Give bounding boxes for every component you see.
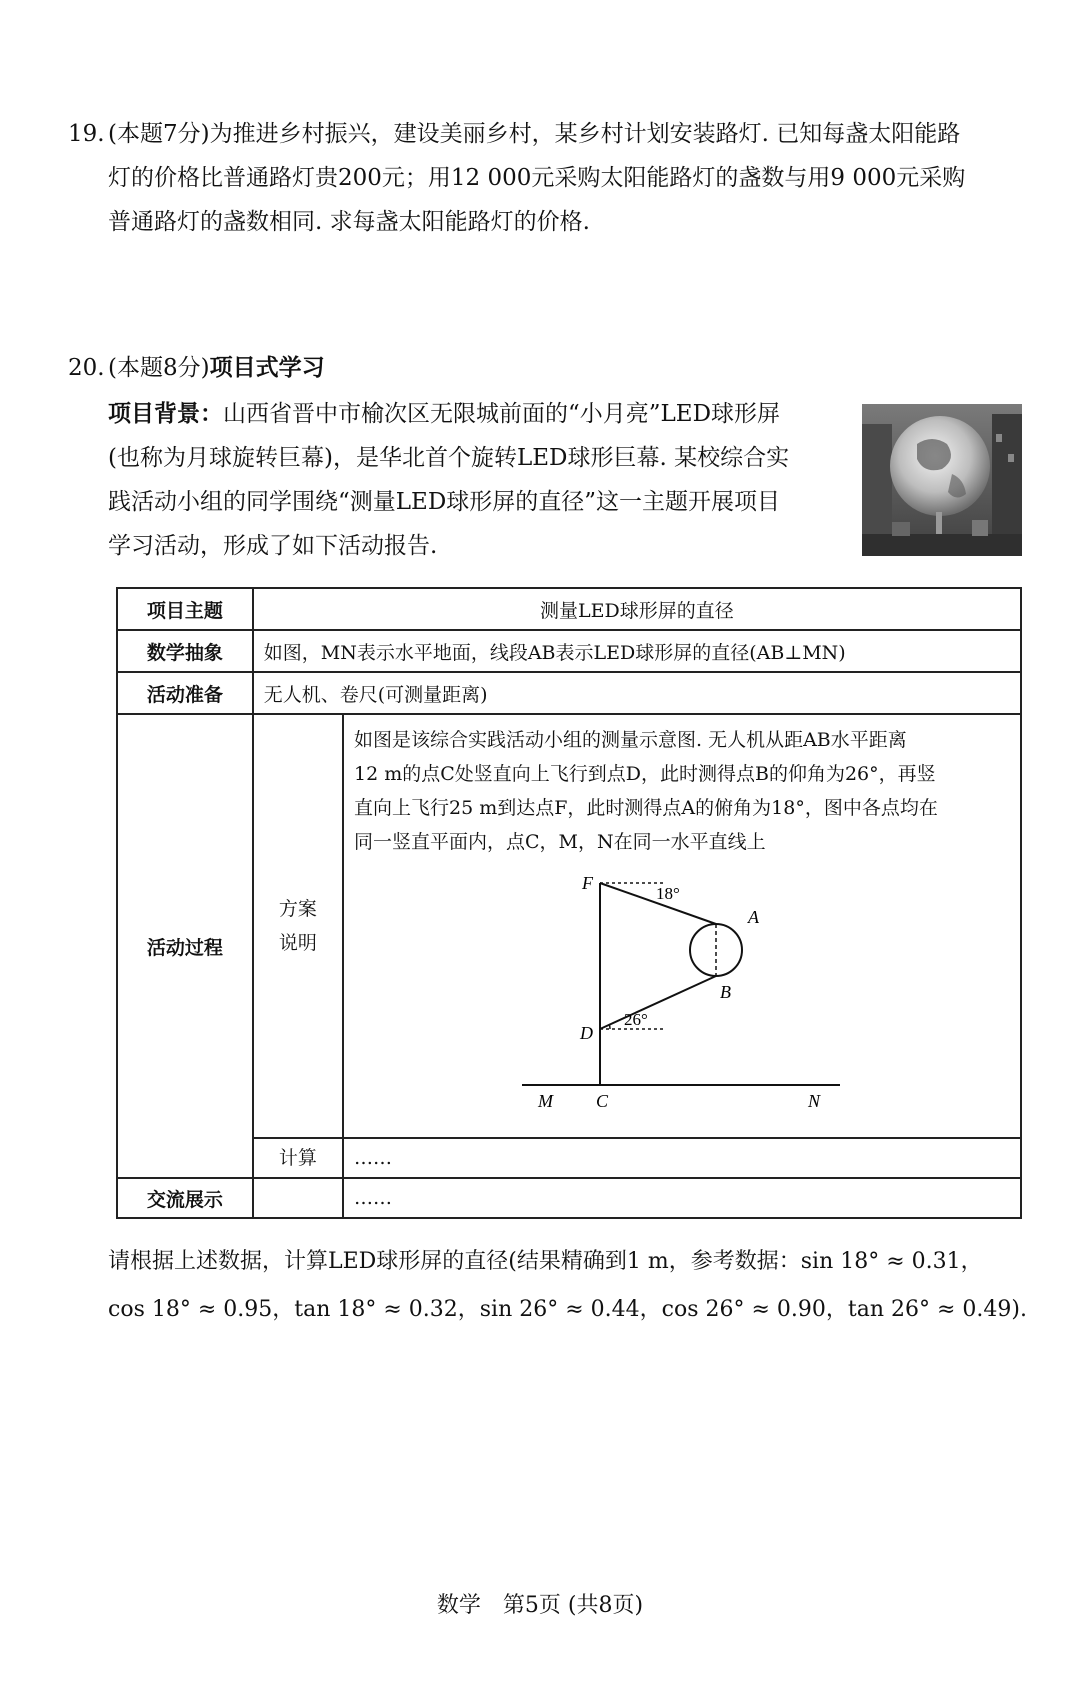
plan-label <box>253 714 343 1138</box>
label-f: F <box>582 873 593 893</box>
question-20-points: (本题8分) <box>108 355 210 381</box>
presentation-empty-cell <box>253 1178 343 1218</box>
led-sphere-photo <box>862 404 1022 556</box>
table-row-process-plan <box>117 714 1021 1138</box>
plan-line-2: 12 m的点C处竖直向上飞行到点D，此时测得点B的仰角为26°，再竖 <box>354 763 936 785</box>
project-background-line-2: (也称为月球旋转巨幕)，是华北首个旋转LED球形巨幕. 某校综合实 <box>108 445 790 471</box>
question-19-number: 19. <box>68 121 105 147</box>
angle-arc-d <box>609 1024 610 1029</box>
table-row-presentation <box>117 1178 1021 1218</box>
plan-line-1: 如图是该综合实践活动小组的测量示意图. 无人机从距AB水平距离 <box>354 729 907 751</box>
label-d: D <box>580 1023 593 1043</box>
question-20-header <box>68 346 1028 390</box>
project-background <box>108 392 853 568</box>
question-19-line-1: (本题7分)为推进乡村振兴，建设美丽乡村，某乡村计划安装路灯. 已知每盏太阳能路 <box>108 121 961 147</box>
answer-prompt <box>108 1238 1038 1334</box>
answer-line-1: 请根据上述数据，计算LED球形屏的直径(结果精确到1 m，参考数据：sin 18° ≈ 0.31， <box>108 1249 983 1274</box>
page-footer: 数学 第5页 (共8页) <box>436 1593 644 1618</box>
plan-label-line-2: 说明 <box>278 932 317 954</box>
label-m: M <box>538 1091 553 1109</box>
line-db <box>600 976 716 1029</box>
abstraction-value: 如图，MN表示水平地面，线段AB表示LED球形屏的直径(AB⊥MN) <box>253 630 1021 672</box>
question-19-line-2: 灯的价格比普通路灯贵200元；用12 000元采购太阳能路灯的盏数与用9 000元采购 <box>108 165 966 191</box>
measurement-diagram <box>354 859 1014 1109</box>
plan-content <box>343 714 1021 1138</box>
table-row-topic <box>117 588 1021 630</box>
answer-line-2: cos 18° ≈ 0.95，tan 18° ≈ 0.32，sin 26° ≈ 0.44，cos 26° ≈ 0.90，tan 26° ≈ 0.49). <box>108 1297 1027 1322</box>
abstraction-label: 数学抽象 <box>117 630 253 672</box>
table-row-preparation <box>117 672 1021 714</box>
plan-label-line-1: 方案 <box>278 898 317 920</box>
label-b: B <box>720 982 731 1002</box>
question-19-line-3: 普通路灯的盏数相同. 求每盏太阳能路灯的价格. <box>108 209 590 235</box>
topic-value: 测量LED球形屏的直径 <box>253 588 1021 630</box>
presentation-value: …… <box>343 1178 1021 1218</box>
angle-18-label: 18° <box>656 884 680 903</box>
project-background-line-4: 学习活动，形成了如下活动报告. <box>108 533 438 559</box>
question-20-number: 20. <box>68 355 105 381</box>
label-n: N <box>808 1091 821 1109</box>
preparation-label: 活动准备 <box>117 672 253 714</box>
project-background-line-3: 践活动小组的同学围绕“测量LED球形屏的直径”这一主题开展项目 <box>108 489 781 515</box>
calc-label: 计算 <box>253 1138 343 1178</box>
table-row-abstraction <box>117 630 1021 672</box>
table-row-process-calc <box>117 1138 1021 1178</box>
project-background-label: 项目背景： <box>108 400 223 427</box>
topic-label: 项目主题 <box>117 588 253 630</box>
question-19 <box>68 112 1028 244</box>
plan-line-4: 同一竖直平面内，点C，M，N在同一水平直线上 <box>354 831 766 853</box>
plan-line-3: 直向上飞行25 m到达点F，此时测得点A的俯角为18°，图中各点均在 <box>354 797 938 819</box>
label-a: A <box>748 907 759 927</box>
preparation-value: 无人机、卷尺(可测量距离) <box>253 672 1021 714</box>
process-label: 活动过程 <box>117 714 253 1178</box>
presentation-label: 交流展示 <box>117 1178 253 1218</box>
question-20-title: 项目式学习 <box>209 354 325 381</box>
label-c: C <box>596 1091 609 1109</box>
angle-26-label: 26° <box>624 1010 648 1029</box>
activity-report-table <box>116 587 1022 1219</box>
project-background-line-1: 山西省晋中市榆次区无限城前面的“小月亮”LED球形屏 <box>223 401 781 427</box>
calc-value: …… <box>343 1138 1021 1178</box>
